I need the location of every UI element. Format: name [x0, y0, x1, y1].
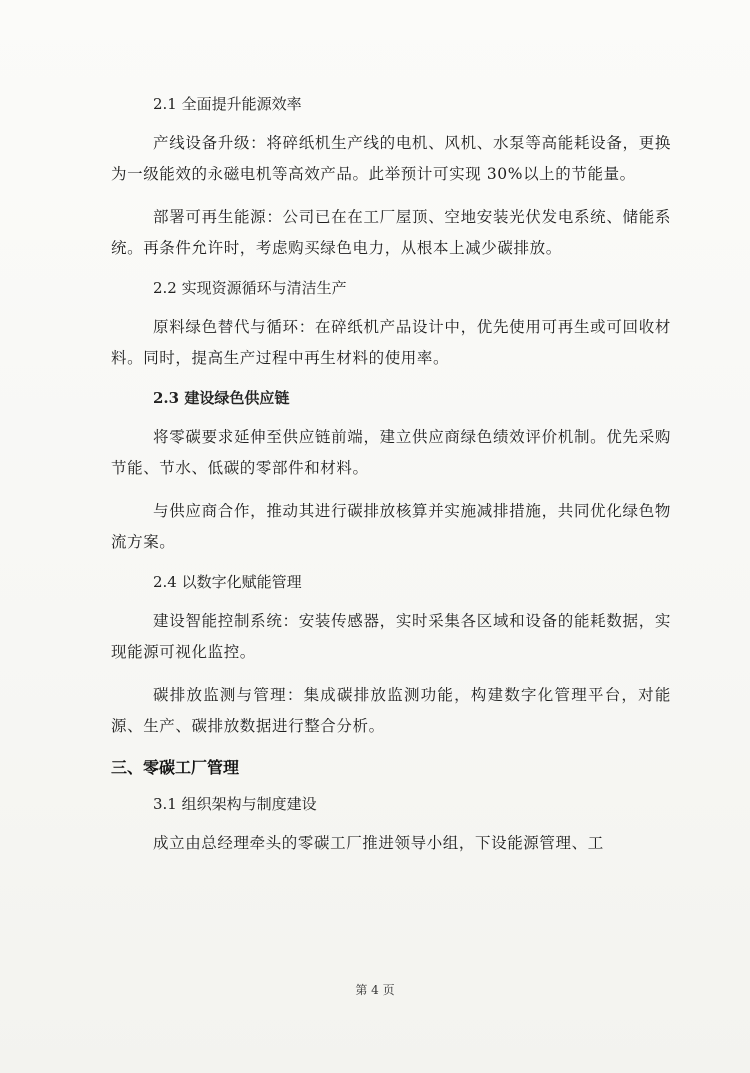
paragraph-renewable-energy: 部署可再生能源：公司已在在工厂屋顶、空地安装光伏发电系统、储能系统。再条件允许时，考虑购买绿色电力，从根本上减少碳排放。: [111, 208, 671, 257]
paragraph-supplier-cooperation: 与供应商合作，推动其进行碳排放核算并实施减排措施，共同优化绿色物流方案。: [111, 502, 671, 551]
page-number: 第 4 页: [355, 983, 395, 997]
paragraph-equipment-upgrade: 产线设备升级：将碎纸机生产线的电机、风机、水泵等高能耗设备，更换为一级能效的永磁电机等高效产品。此举预计可实现 30%以上的节能量。: [111, 134, 671, 183]
paragraph-smart-control: 建设智能控制系统：安装传感器，实时采集各区域和设备的能耗数据，实现能源可视化监控。: [111, 612, 671, 661]
section-heading-2-2: 2.2 实现资源循环与清洁生产: [153, 279, 347, 297]
paragraph-carbon-monitoring: 碳排放监测与管理：集成碳排放监测功能，构建数字化管理平台，对能源、生产、碳排放数据进行整合分析。: [111, 686, 671, 735]
paragraph-supply-chain: 将零碳要求延伸至供应链前端，建立供应商绿色绩效评价机制。优先采购节能、节水、低碳的零部件和材料。: [111, 428, 671, 477]
paragraph-material-recycling: 原料绿色替代与循环：在碎纸机产品设计中，优先使用可再生或可回收材料。同时，提高生产过程中再生材料的使用率。: [111, 318, 671, 367]
section-heading-3-1: 3.1 组织架构与制度建设: [153, 795, 317, 813]
section-heading-2-1: 2.1 全面提升能源效率: [153, 95, 302, 113]
paragraph-organization: 成立由总经理牵头的零碳工厂推进领导小组，下设能源管理、工: [153, 834, 604, 852]
page-content: [111, 92, 671, 859]
section-heading-2-4: 2.4 以数字化赋能管理: [153, 573, 302, 591]
section-heading-2-3: 2.3 建设绿色供应链: [153, 389, 290, 407]
chapter-heading-3: 三、零碳工厂管理: [111, 758, 240, 777]
